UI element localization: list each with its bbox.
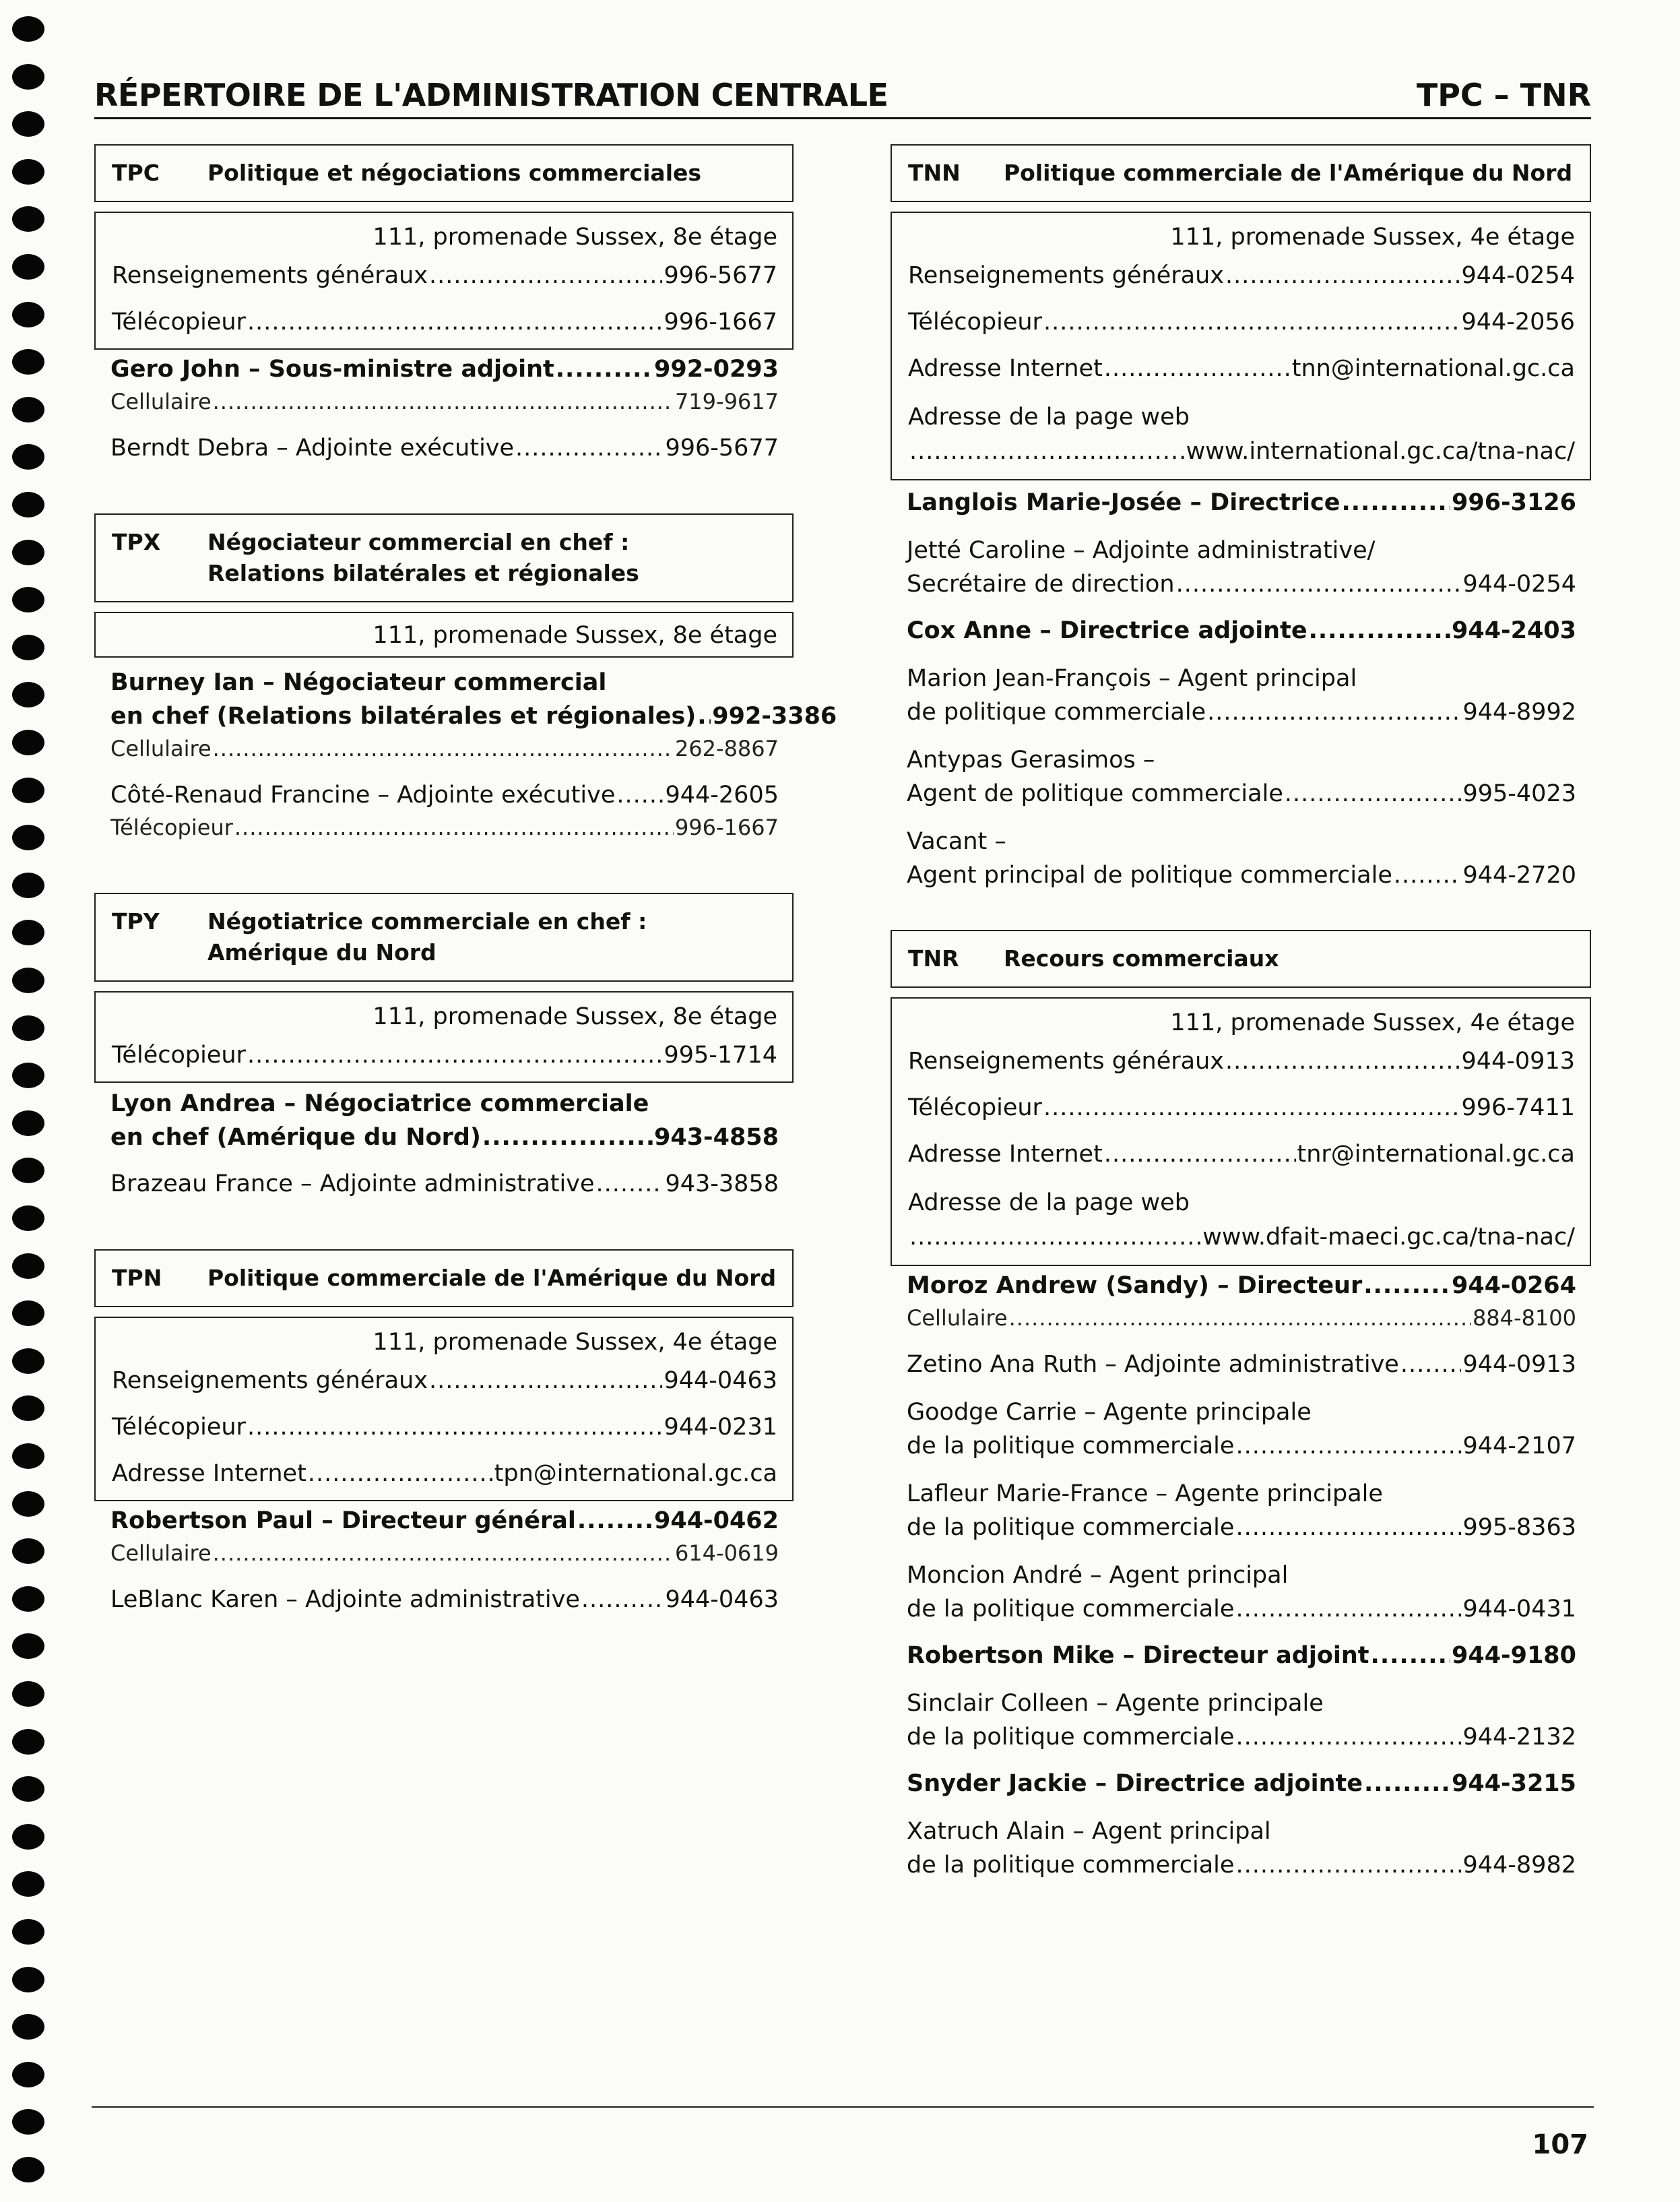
contact-line xyxy=(112,307,777,338)
section-tpy xyxy=(94,893,794,1199)
web-label: Adresse de la page web xyxy=(908,1189,1190,1216)
binding-hole xyxy=(12,825,44,850)
address: 111, promenade Sussex, 4e étage xyxy=(1170,224,1575,251)
binding-hole xyxy=(12,920,44,945)
person-entry xyxy=(907,487,1576,518)
cell-line xyxy=(110,733,779,764)
binding-hole xyxy=(12,1205,44,1231)
binding-hole xyxy=(12,1395,44,1421)
section-title: Politique commerciale de l'Amérique du Nord xyxy=(207,1265,777,1291)
cell-label: Cellulaire xyxy=(907,1305,1008,1331)
phone-number: 944-0254 xyxy=(1462,571,1576,598)
people-list xyxy=(94,658,837,843)
cell-number: 262-8867 xyxy=(674,736,779,761)
binding-hole xyxy=(12,1158,44,1183)
phone-number: 992-3386 xyxy=(712,703,837,730)
person-entry xyxy=(907,534,1576,601)
page-number: 107 xyxy=(1532,2129,1588,2160)
section-title-line: Amérique du Nord xyxy=(207,939,437,966)
fax-number: 996-1667 xyxy=(664,309,777,336)
binding-hole xyxy=(12,1063,44,1088)
contact-box xyxy=(891,212,1591,480)
web-label: Adresse de la page web xyxy=(908,404,1190,431)
section-code: TPN xyxy=(112,1265,162,1291)
cell-number: 614-0619 xyxy=(674,1540,779,1566)
person-entry xyxy=(907,1395,1576,1463)
phone-number: 992-0293 xyxy=(654,356,779,383)
contact-line xyxy=(908,1046,1575,1077)
contact-label: Télécopieur xyxy=(112,1042,246,1069)
phone-number: 944-0913 xyxy=(1461,1048,1575,1075)
binding-hole xyxy=(12,587,44,612)
section-header xyxy=(94,1249,794,1307)
person-name: LeBlanc Karen – Adjointe administrative xyxy=(110,1586,580,1613)
phone-number: 944-9180 xyxy=(1452,1642,1576,1669)
person-title: de la politique commerciale xyxy=(907,1433,1235,1459)
section-header xyxy=(94,144,794,202)
contact-label: Télécopieur xyxy=(112,309,246,336)
person-entry xyxy=(907,1815,1576,1882)
phone-number: 944-0264 xyxy=(1452,1272,1576,1299)
address: 111, promenade Sussex, 4e étage xyxy=(373,1329,777,1356)
cell-label: Cellulaire xyxy=(110,1540,212,1566)
people-list xyxy=(94,1501,794,1615)
binding-hole xyxy=(12,1300,44,1326)
person-name: Antypas Gerasimos – xyxy=(907,747,1155,774)
binding-hole xyxy=(12,730,44,755)
binding-hole xyxy=(12,206,44,232)
binding-hole xyxy=(12,540,44,565)
person-entry xyxy=(110,1584,779,1615)
person-entry xyxy=(907,1768,1576,1799)
binding-hole xyxy=(12,1253,44,1279)
person-title: de la politique commerciale xyxy=(907,1852,1235,1879)
binding-hole xyxy=(12,778,44,803)
phone-number: 996-5677 xyxy=(665,435,779,462)
section-title-line: Relations bilatérales et régionales xyxy=(207,560,639,586)
contact-line xyxy=(908,260,1575,291)
contact-label: Télécopieur xyxy=(112,1414,246,1441)
cell-line xyxy=(110,1538,779,1569)
right-column xyxy=(891,144,1591,1932)
binding-hole xyxy=(12,1633,44,1659)
phone-number: 944-3215 xyxy=(1452,1770,1576,1797)
phone-number: 995-8363 xyxy=(1462,1514,1576,1541)
phone-number: 944-8992 xyxy=(1462,699,1576,726)
section-title: Recours commerciaux xyxy=(1004,945,1279,972)
contact-box xyxy=(94,991,794,1083)
section-title: Politique et négociations commerciales xyxy=(207,160,702,186)
person-entry xyxy=(907,1687,1576,1754)
section-title xyxy=(207,527,777,589)
section-tpx xyxy=(94,513,837,843)
cell-label: Cellulaire xyxy=(110,389,212,414)
contact-line xyxy=(112,260,777,291)
person-entry xyxy=(110,780,779,811)
binding-hole xyxy=(12,1015,44,1041)
contact-label: Télécopieur xyxy=(908,1094,1042,1121)
binding-hole xyxy=(12,1919,44,1945)
phone-number: 944-0254 xyxy=(1461,262,1575,289)
person-title: de politique commerciale xyxy=(907,699,1206,726)
person-name: Marion Jean-François – Agent principal xyxy=(907,665,1357,692)
binding-hole xyxy=(12,444,44,470)
person-entry xyxy=(907,615,1576,646)
person-entry xyxy=(907,1640,1576,1671)
cell-label: Cellulaire xyxy=(110,736,212,761)
person-name: Brazeau France – Adjointe administrative xyxy=(110,1170,595,1197)
person-entry xyxy=(907,662,1576,729)
person-name: Moncion André – Agent principal xyxy=(907,1562,1289,1589)
email-address: tpn@international.gc.ca xyxy=(494,1460,777,1487)
binding-hole xyxy=(12,349,44,375)
binding-hole xyxy=(12,1967,44,1992)
section-tpn xyxy=(94,1249,794,1615)
person-name: Snyder Jackie – Directrice adjointe xyxy=(907,1770,1363,1797)
address: 111, promenade Sussex, 8e étage xyxy=(373,1003,777,1030)
person-entry xyxy=(907,1477,1576,1544)
person-entry xyxy=(907,743,1576,811)
phone-number: 944-2605 xyxy=(665,782,779,809)
address: 111, promenade Sussex, 8e étage xyxy=(373,622,777,649)
person-name: Sinclair Colleen – Agente principale xyxy=(907,1690,1324,1717)
contact-line xyxy=(112,1040,777,1071)
person-entry xyxy=(110,1087,779,1154)
page-section-codes: TPC – TNR xyxy=(1416,77,1591,113)
fax-number: 944-2056 xyxy=(1461,309,1575,336)
fax-number: 996-7411 xyxy=(1461,1094,1575,1121)
contact-box xyxy=(94,212,794,350)
person-entry xyxy=(110,1168,779,1199)
contact-line xyxy=(112,1458,777,1489)
web-address: www.dfait-maeci.gc.ca/tna-nac/ xyxy=(1202,1224,1575,1251)
phone-number: 996-5677 xyxy=(664,262,777,289)
person-title: en chef (Amérique du Nord) xyxy=(110,1124,481,1151)
person-title: de la politique commerciale xyxy=(907,1596,1235,1623)
section-code: TPY xyxy=(112,908,160,935)
section-title-line: Négociateur commercial en chef : xyxy=(207,529,630,555)
binding-hole xyxy=(12,492,44,517)
address: 111, promenade Sussex, 8e étage xyxy=(373,224,777,251)
person-entry xyxy=(907,825,1576,892)
fax-line xyxy=(110,812,779,843)
binding-hole xyxy=(12,1681,44,1707)
phone-number: 944-0913 xyxy=(1462,1351,1576,1378)
section-code: TNN xyxy=(908,160,961,186)
contact-line xyxy=(112,1412,777,1443)
binding-holes xyxy=(0,0,54,2202)
binding-hole xyxy=(12,1110,44,1136)
people-list xyxy=(94,350,794,464)
phone-number: 996-3126 xyxy=(1452,489,1576,516)
section-header xyxy=(94,893,794,982)
person-name: Robertson Paul – Directeur général xyxy=(110,1507,576,1534)
person-name: Berndt Debra – Adjointe exécutive xyxy=(110,435,515,462)
left-column xyxy=(94,144,837,1665)
person-name: Vacant – xyxy=(907,828,1006,855)
binding-hole xyxy=(12,635,44,660)
contact-box xyxy=(891,997,1591,1266)
person-name: Lafleur Marie-France – Agente principale xyxy=(907,1480,1383,1507)
binding-hole xyxy=(12,2062,44,2087)
phone-number: 944-2720 xyxy=(1462,862,1576,889)
binding-hole xyxy=(12,1871,44,1897)
contact-box xyxy=(94,612,794,658)
contact-label: Renseignements généraux xyxy=(908,1048,1224,1075)
binding-hole xyxy=(12,302,44,327)
web-entry xyxy=(908,400,1575,468)
people-list xyxy=(891,1266,1591,1882)
person-name: Zetino Ana Ruth – Adjointe administrative xyxy=(907,1351,1399,1378)
binding-hole xyxy=(12,397,44,422)
page-title: RÉPERTOIRE DE L'ADMINISTRATION CENTRALE xyxy=(94,77,889,113)
person-entry xyxy=(907,1270,1576,1301)
phone-number: 944-0462 xyxy=(654,1507,779,1534)
contact-line xyxy=(908,353,1575,384)
person-entry xyxy=(110,433,779,464)
cell-line xyxy=(110,386,779,417)
binding-hole xyxy=(12,16,44,42)
person-entry xyxy=(907,1349,1576,1380)
web-address: www.international.gc.ca/tna-nac/ xyxy=(1186,438,1575,465)
fax-label: Télécopieur xyxy=(110,815,233,840)
contact-label: Adresse Internet xyxy=(908,1141,1103,1168)
person-name: Burney Ian – Négociateur commercial xyxy=(110,669,607,696)
binding-hole xyxy=(12,873,44,898)
section-title-line: Négotiatrice commerciale en chef : xyxy=(207,908,647,935)
binding-hole xyxy=(12,1824,44,1850)
email-address: tnn@international.gc.ca xyxy=(1291,355,1575,382)
fax-number: 944-0231 xyxy=(664,1414,777,1441)
binding-hole xyxy=(12,1443,44,1469)
binding-hole xyxy=(12,111,44,137)
person-title: en chef (Relations bilatérales et régionales) xyxy=(110,703,697,730)
phone-number: 944-2403 xyxy=(1452,617,1576,644)
contact-box xyxy=(94,1317,794,1501)
contact-line xyxy=(908,1139,1575,1170)
binding-hole xyxy=(12,1491,44,1517)
footer-rule xyxy=(92,2106,1594,2108)
binding-hole xyxy=(12,64,44,90)
people-list xyxy=(891,480,1591,892)
person-name: Moroz Andrew (Sandy) – Directeur xyxy=(907,1272,1363,1299)
phone-number: 943-3858 xyxy=(665,1170,779,1197)
section-tnr xyxy=(891,930,1591,1882)
binding-hole xyxy=(12,2014,44,2040)
cell-line xyxy=(907,1302,1576,1333)
section-code: TPX xyxy=(112,529,161,555)
binding-hole xyxy=(12,2109,44,2135)
person-entry xyxy=(110,1505,779,1536)
section-header xyxy=(94,513,794,602)
binding-hole xyxy=(12,1729,44,1755)
person-name: Côté-Renaud Francine – Adjointe exécutive xyxy=(110,782,616,809)
page-header xyxy=(94,73,1591,119)
fax-number: 995-1714 xyxy=(664,1042,777,1069)
contact-label: Adresse Internet xyxy=(112,1460,306,1487)
phone-number: 944-0431 xyxy=(1462,1596,1576,1623)
phone-number: 944-2132 xyxy=(1462,1724,1576,1751)
binding-hole xyxy=(12,1586,44,1612)
person-name: Cox Anne – Directrice adjointe xyxy=(907,617,1307,644)
section-code: TNR xyxy=(908,945,959,972)
person-title: de la politique commerciale xyxy=(907,1724,1235,1751)
phone-number: 944-0463 xyxy=(665,1586,779,1613)
contact-line xyxy=(908,1092,1575,1123)
binding-hole xyxy=(12,1538,44,1564)
binding-hole xyxy=(12,2157,44,2182)
binding-hole xyxy=(12,1348,44,1374)
web-entry xyxy=(908,1185,1575,1254)
phone-number: 995-4023 xyxy=(1462,780,1576,807)
section-header xyxy=(891,144,1591,202)
contact-line xyxy=(112,1365,777,1396)
person-title: Secrétaire de direction xyxy=(907,571,1175,598)
fax-number: 996-1667 xyxy=(674,815,779,840)
person-name: Robertson Mike – Directeur adjoint xyxy=(907,1642,1369,1669)
binding-hole xyxy=(12,968,44,993)
contact-label: Renseignements généraux xyxy=(112,262,428,289)
email-address: tnr@international.gc.ca xyxy=(1297,1141,1575,1168)
section-title xyxy=(207,906,777,968)
people-list xyxy=(94,1083,794,1199)
person-name: Gero John – Sous-ministre adjoint xyxy=(110,356,554,383)
phone-number: 943-4858 xyxy=(654,1124,779,1151)
contact-line xyxy=(908,307,1575,338)
contact-label: Renseignements généraux xyxy=(112,1367,428,1394)
contact-label: Télécopieur xyxy=(908,309,1042,336)
section-title: Politique commerciale de l'Amérique du Nord xyxy=(1004,160,1573,186)
person-name: Jetté Caroline – Adjointe administrative/ xyxy=(907,537,1376,564)
section-code: TPC xyxy=(112,160,160,186)
person-name: Lyon Andrea – Négociatrice commerciale xyxy=(110,1090,649,1117)
person-entry xyxy=(110,666,837,733)
binding-hole xyxy=(12,1776,44,1802)
person-title: de la politique commerciale xyxy=(907,1514,1235,1541)
section-tpc xyxy=(94,144,794,464)
person-name: Xatruch Alain – Agent principal xyxy=(907,1818,1271,1845)
binding-hole xyxy=(12,254,44,280)
person-name: Langlois Marie-Josée – Directrice xyxy=(907,489,1340,516)
person-entry xyxy=(907,1559,1576,1626)
section-tnn xyxy=(891,144,1591,892)
cell-number: 884-8100 xyxy=(1472,1305,1576,1331)
address: 111, promenade Sussex, 4e étage xyxy=(1170,1009,1575,1036)
person-title: Agent de politique commerciale xyxy=(907,780,1283,807)
binding-hole xyxy=(12,682,44,707)
person-entry xyxy=(110,354,779,385)
section-header xyxy=(891,930,1591,988)
phone-number: 944-2107 xyxy=(1462,1433,1576,1459)
person-name: Goodge Carrie – Agente principale xyxy=(907,1399,1312,1426)
contact-label: Adresse Internet xyxy=(908,355,1103,382)
person-title: Agent principal de politique commerciale xyxy=(907,862,1392,889)
contact-label: Renseignements généraux xyxy=(908,262,1224,289)
cell-number: 719-9617 xyxy=(674,389,779,414)
phone-number: 944-8982 xyxy=(1462,1852,1576,1879)
binding-hole xyxy=(12,159,44,185)
phone-number: 944-0463 xyxy=(664,1367,777,1394)
